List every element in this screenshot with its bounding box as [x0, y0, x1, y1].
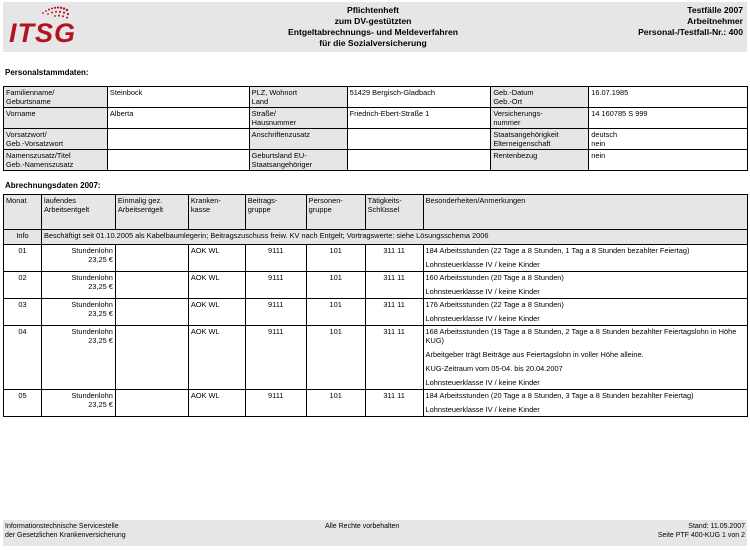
personal-row [4, 150, 748, 171]
activity-key-cell: 311 11 [365, 326, 423, 390]
billing-data-table [3, 194, 748, 417]
contribution-group-cell: 9111 [245, 326, 306, 390]
field-value [107, 150, 249, 171]
contribution-group-cell: 9111 [245, 272, 306, 299]
column-header: Monat [4, 195, 42, 230]
footer-page-number: Seite PTF 400-KUG 1 von 2 [657, 532, 745, 539]
activity-key-cell: 311 11 [365, 245, 423, 272]
info-row [4, 230, 748, 245]
field-label: Versicherungs- nummer [491, 108, 589, 129]
person-group-cell: 101 [306, 245, 365, 272]
salary-cell: Stundenlohn 23,25 € [41, 245, 115, 272]
field-label: Rentenbezug [491, 150, 589, 171]
activity-key-cell: 311 11 [365, 390, 423, 417]
footer-organisation [5, 522, 126, 540]
personal-row [4, 87, 748, 108]
remarks-cell [423, 326, 747, 390]
remark-line: 184 Arbeitsstunden (20 Tage a 8 Stunden, 3 Tage a 8 Stunden bezahlter Feiertag) [425, 391, 694, 400]
activity-key-cell: 311 11 [365, 272, 423, 299]
page-header [3, 2, 747, 52]
field-value: 51429 Bergisch-Gladbach [347, 87, 491, 108]
remark-line: KUG-Zeitraum vom 05-04. bis 20.04.2007 [425, 364, 563, 373]
remark-line: Lohnsteuerklasse IV / keine Kinder [425, 314, 540, 323]
field-value: 16.07.1985 [589, 87, 748, 108]
person-group-cell: 101 [306, 390, 365, 417]
field-value [347, 150, 491, 171]
field-label: Familienname/ Geburtsname [4, 87, 108, 108]
field-value: deutsch nein [589, 129, 748, 150]
health-insurer-cell: AOK WL [188, 390, 245, 417]
remark-line: Lohnsteuerklasse IV / keine Kinder [425, 378, 540, 387]
month-cell: 05 [4, 390, 42, 417]
remark-line: Arbeitgeber trägt Beiträge aus Feiertagslohn in voller Höhe alleine. [425, 350, 644, 359]
salary-cell: Stundenlohn 23,25 € [41, 272, 115, 299]
column-header: Personen- gruppe [306, 195, 365, 230]
field-label: Namenszusatz/Titel Geb.-Namenszusatz [4, 150, 108, 171]
field-label: Vorname [4, 108, 108, 129]
field-value: nein [589, 150, 748, 171]
itsg-logo [5, 4, 77, 50]
salary-cell: Stundenlohn 23,25 € [41, 390, 115, 417]
test-case-category: Arbeitnehmer [687, 16, 743, 26]
onetime-salary-cell [115, 245, 188, 272]
field-value: Steinbock [107, 87, 249, 108]
health-insurer-cell: AOK WL [188, 245, 245, 272]
field-label: Staatsangehörigkeit Elterneigenschaft [491, 129, 589, 150]
remark-line: 176 Arbeitsstunden (22 Tage a 8 Stunden) [425, 300, 564, 309]
personal-row [4, 129, 748, 150]
contribution-group-cell: 9111 [245, 245, 306, 272]
info-text: Beschäftigt seit 01.10.2005 als Kabelbaumlegerin; Beitragszuschuss freiw. KV nach Entgelt; Vortragswerte: siehe Lösungsschema 2006 [41, 230, 747, 245]
salary-cell: Stundenlohn 23,25 € [41, 299, 115, 326]
field-label: Anschriftenzusatz [249, 129, 347, 150]
month-row [4, 390, 748, 417]
document-title [203, 5, 543, 49]
billing-data-title: Abrechnungsdaten 2007: [5, 181, 101, 190]
month-cell: 01 [4, 245, 42, 272]
remark-line: Lohnsteuerklasse IV / keine Kinder [425, 405, 540, 414]
column-header: Kranken- kasse [188, 195, 245, 230]
remarks-cell [423, 272, 747, 299]
month-cell: 04 [4, 326, 42, 390]
field-value [347, 129, 491, 150]
footer-date: Stand: 11.05.2007 [688, 523, 745, 530]
health-insurer-cell: AOK WL [188, 299, 245, 326]
month-cell: 03 [4, 299, 42, 326]
onetime-salary-cell [115, 326, 188, 390]
remark-line: Lohnsteuerklasse IV / keine Kinder [425, 260, 540, 269]
personal-data-table [3, 86, 748, 171]
column-header: Besonderheiten/Anmerkungen [423, 195, 747, 230]
remarks-cell [423, 390, 747, 417]
billing-header-row [4, 195, 748, 230]
footer-org-line: der Gesetzlichen Krankenversicherung [5, 532, 126, 539]
logo-text: ITSG [9, 18, 77, 48]
month-row [4, 326, 748, 390]
month-cell: 02 [4, 272, 42, 299]
health-insurer-cell: AOK WL [188, 326, 245, 390]
field-label: Vorsatzwort/ Geb.-Vorsatzwort [4, 129, 108, 150]
remarks-cell [423, 299, 747, 326]
month-row [4, 245, 748, 272]
onetime-salary-cell [115, 272, 188, 299]
contribution-group-cell: 9111 [245, 299, 306, 326]
onetime-salary-cell [115, 390, 188, 417]
test-case-info [638, 5, 743, 38]
remark-line: 168 Arbeitsstunden (19 Tage a 8 Stunden, 2 Tage a 8 Stunden bezahlter Feiertagslohn in Höhe KUG) [425, 327, 737, 345]
month-row [4, 272, 748, 299]
footer-org-line: Informationstechnische Servicestelle [5, 523, 119, 530]
title-line: für die Sozialversicherung [319, 38, 427, 48]
field-label: Geb.-Datum Geb.-Ort [491, 87, 589, 108]
column-header: Beitrags- gruppe [245, 195, 306, 230]
field-value: Friedrich-Ebert-Straße 1 [347, 108, 491, 129]
salary-cell: Stundenlohn 23,25 € [41, 326, 115, 390]
field-value: Alberta [107, 108, 249, 129]
field-label: Straße/ Hausnummer [249, 108, 347, 129]
test-case-year: Testfälle 2007 [687, 5, 743, 15]
personal-data-title: Personalstammdaten: [5, 68, 89, 77]
title-line: Entgeltabrechnungs- und Meldeverfahren [288, 27, 458, 37]
field-label: Geburtsland EU- Staatsangehöriger [249, 150, 347, 171]
test-case-number: Personal-/Testfall-Nr.: 400 [638, 27, 743, 37]
column-header: Tätigkeits- Schlüssel [365, 195, 423, 230]
activity-key-cell: 311 11 [365, 299, 423, 326]
field-value [107, 129, 249, 150]
page-footer [3, 520, 747, 546]
remark-line: 184 Arbeitsstunden (22 Tage a 8 Stunden, 1 Tag a 8 Stunden bezahlter Feiertag) [425, 246, 690, 255]
month-row [4, 299, 748, 326]
info-label: Info [4, 230, 42, 245]
title-line: Pflichtenheft [346, 5, 400, 15]
column-header: Einmalig gez. Arbeitsentgelt [115, 195, 188, 230]
field-value: 14 160785 S 999 [589, 108, 748, 129]
title-line: zum DV-gestützten [334, 16, 412, 26]
column-header: laufendes Arbeitsentgelt [41, 195, 115, 230]
field-label: PLZ, Wohnort Land [249, 87, 347, 108]
footer-page-info [658, 522, 745, 540]
health-insurer-cell: AOK WL [188, 272, 245, 299]
person-group-cell: 101 [306, 272, 365, 299]
person-group-cell: 101 [306, 326, 365, 390]
footer-rights: Alle Rechte vorbehalten [325, 523, 400, 530]
person-group-cell: 101 [306, 299, 365, 326]
remark-line: Lohnsteuerklasse IV / keine Kinder [425, 287, 540, 296]
personal-row [4, 108, 748, 129]
remarks-cell [423, 245, 747, 272]
onetime-salary-cell [115, 299, 188, 326]
remark-line: 160 Arbeitsstunden (20 Tage a 8 Stunden) [425, 273, 564, 282]
contribution-group-cell: 9111 [245, 390, 306, 417]
